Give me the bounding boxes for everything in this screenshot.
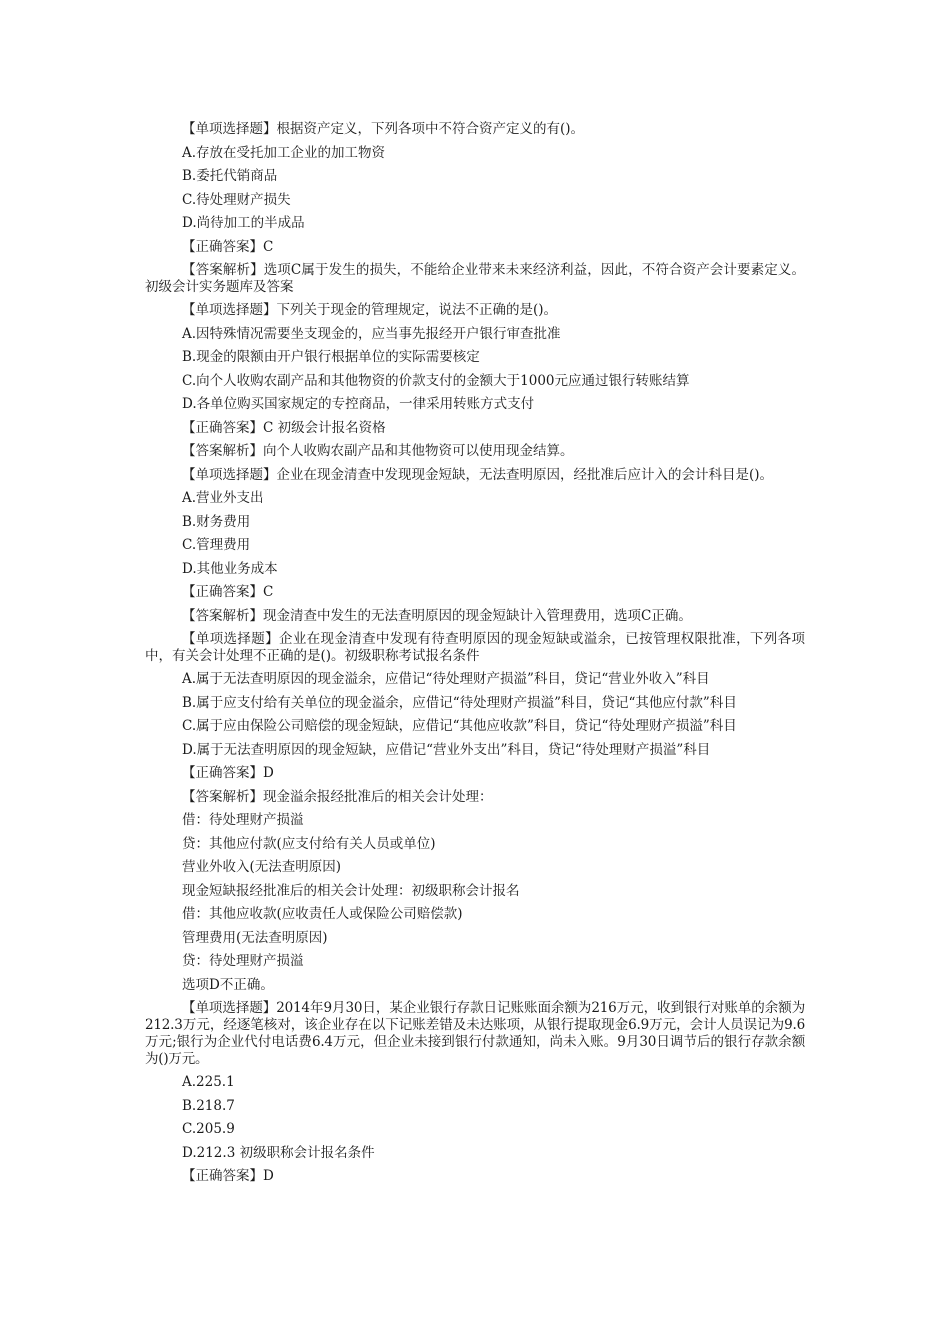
document-body [145,118,805,1189]
option-d: D.212.3 初级职称会计报名条件 [182,1144,375,1161]
answer-analysis: 【答案解析】向个人收购农副产品和其他物资可以使用现金结算。 [182,443,574,459]
option-d: D.其他业务成本 [182,560,278,577]
answer-analysis: 【答案解析】现金溢余报经批准后的相关会计处理： [182,788,493,805]
question-stem: 【单项选择题】下列关于现金的管理规定，说法不正确的是()。 [182,302,558,318]
option-d: D.尚待加工的半成品 [182,215,305,231]
question-stem: 【单项选择题】根据资产定义，下列各项中不符合资产定义的有()。 [182,121,585,137]
option-d: D.各单位购买国家规定的专控商品，一律采用转账方式支付 [182,396,535,412]
option-c: C.向个人收购农副产品和其他物资的价款支付的金额大于1000元应通过银行转账结算 [182,372,690,389]
option-b: B.财务费用 [182,513,251,530]
analysis-line: 借：待处理财产损溢 [182,812,304,828]
option-a: A.因特殊情况需要坐支现金的，应当事先报经开户银行审查批准 [182,325,561,342]
analysis-line: 选项D不正确。 [182,976,274,993]
answer-analysis: 【答案解析】现金清查中发生的无法查明原因的现金短缺计入管理费用，选项C正确。 [182,607,692,624]
analysis-line: 管理费用(无法查明原因) [182,929,328,946]
option-a: A.存放在受托加工企业的加工物资 [182,144,386,161]
option-c: C.待处理财产损失 [182,191,291,208]
answer-analysis: 【答案解析】选项C属于发生的损失，不能给企业带来未来经济利益，因此，不符合资产会计要素定义。初级会计实务题库及答案 [145,262,805,295]
analysis-line: 贷：待处理财产损溢 [182,953,304,969]
correct-answer: 【正确答案】D [182,765,274,781]
option-a: A.营业外支出 [182,490,264,506]
question-stem: 【单项选择题】企业在现金清查中发现有待查明原因的现金短缺或溢余，已按管理权限批准，下列各项中，有关会计处理不正确的是()。初级职称考试报名条件 [145,631,805,664]
option-c: C.205.9 [182,1121,235,1137]
question-stem: 【单项选择题】企业在现金清查中发现现金短缺，无法查明原因，经批准后应计入的会计科目是()。 [182,466,774,483]
option-a: A.225.1 [182,1074,235,1090]
option-b: B.218.7 [182,1097,235,1114]
option-c: C.属于应由保险公司赔偿的现金短缺，应借记“其他应收款”科目，贷记“待处理财产损溢”科目 [182,718,737,734]
correct-answer: 【正确答案】D [182,1168,274,1184]
option-b: B.属于应支付给有关单位的现金溢余，应借记“待处理财产损溢”科目，贷记“其他应付款”科目 [182,694,737,711]
analysis-line: 借：其他应收款(应收责任人或保险公司赔偿款) [182,906,463,922]
correct-answer: 【正确答案】C 初级会计报名资格 [182,419,386,436]
option-c: C.管理费用 [182,537,251,553]
correct-answer: 【正确答案】C [182,584,274,600]
option-a: A.属于无法查明原因的现金溢余，应借记“待处理财产损溢”科目，贷记“营业外收入”科目 [182,671,710,687]
option-d: D.属于无法查明原因的现金短缺，应借记“营业外支出”科目，贷记“待处理财产损溢”科目 [182,741,711,758]
option-b: B.委托代销商品 [182,168,278,184]
correct-answer: 【正确答案】C [182,238,274,255]
question-stem: 【单项选择题】2014年9月30日，某企业银行存款日记账账面余额为216万元，收到银行对账单的余额为212.3万元，经逐笔核对，该企业存在以下记账差错及未达账项，从银行提取现金6.9万元，会计人员误记为9.6万元;银行为企业代付电话费6.4万元，但企业未接到银行付款通知，尚未入账。9月30日调节后的银行存款余额为()万元。 [145,1000,805,1067]
analysis-line: 营业外收入(无法查明原因) [182,859,342,875]
analysis-line: 现金短缺报经批准后的相关会计处理：初级职称会计报名 [182,882,520,899]
option-b: B.现金的限额由开户银行根据单位的实际需要核定 [182,349,480,365]
analysis-line: 贷：其他应付款(应支付给有关人员或单位) [182,835,436,852]
